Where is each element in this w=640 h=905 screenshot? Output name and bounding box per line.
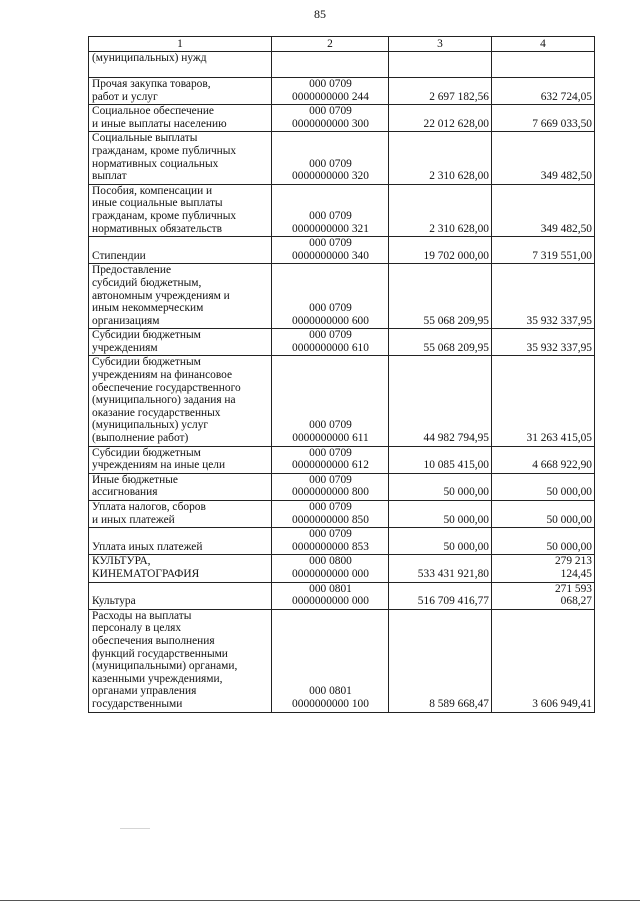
row-name: Прочая закупка товаров, работ и услуг	[89, 78, 272, 105]
row-name: Уплата налогов, сборов и иных платежей	[89, 501, 272, 528]
table-row	[89, 264, 595, 329]
table-row	[89, 473, 595, 500]
row-amount-1: 2 310 628,00	[389, 184, 492, 236]
row-amount-1: 19 702 000,00	[389, 237, 492, 264]
row-name: Расходы на выплаты персоналу в целях обеспечения выполнения функций государственными (муниципальными) органами, казенными учреждениями, органами управления государственными	[89, 609, 272, 712]
row-code: 000 0801 0000000000 000	[272, 582, 389, 609]
row-amount-2: 7 319 551,00	[492, 237, 595, 264]
row-amount-1: 44 982 794,95	[389, 356, 492, 446]
table-row	[89, 105, 595, 132]
row-code: 000 0709 0000000000 611	[272, 356, 389, 446]
row-amount-1: 533 431 921,80	[389, 555, 492, 582]
row-amount-2: 50 000,00	[492, 528, 595, 555]
row-name: Уплата иных платежей	[89, 528, 272, 555]
table-row	[89, 237, 595, 264]
row-name: Стипендии	[89, 237, 272, 264]
row-amount-2: 3 606 949,41	[492, 609, 595, 712]
column-header: 1	[89, 37, 272, 52]
row-code: 000 0800 0000000000 000	[272, 555, 389, 582]
row-amount-2: 279 213 124,45	[492, 555, 595, 582]
header-row	[89, 37, 595, 52]
row-name: Пособия, компенсации и иные социальные выплаты гражданам, кроме публичных нормативных обязательств	[89, 184, 272, 236]
row-name: КУЛЬТУРА, КИНЕМАТОГРАФИЯ	[89, 555, 272, 582]
row-code: 000 0709 0000000000 320	[272, 132, 389, 184]
row-amount-1: 55 068 209,95	[389, 264, 492, 329]
row-name: Субсидии бюджетным учреждениям	[89, 329, 272, 356]
scan-artifact-line	[0, 900, 640, 901]
table-row	[89, 132, 595, 184]
row-code: 000 0709 0000000000 321	[272, 184, 389, 236]
table-row	[89, 52, 595, 78]
column-header: 2	[272, 37, 389, 52]
row-amount-2: 7 669 033,50	[492, 105, 595, 132]
budget-table	[88, 36, 595, 713]
row-code: 000 0709 0000000000 610	[272, 329, 389, 356]
table-row	[89, 78, 595, 105]
row-name: Социальное обеспечение и иные выплаты населению	[89, 105, 272, 132]
row-code: 000 0709 0000000000 850	[272, 501, 389, 528]
row-amount-2: 4 668 922,90	[492, 446, 595, 473]
row-code: 000 0709 0000000000 340	[272, 237, 389, 264]
row-amount-1: 2 697 182,56	[389, 78, 492, 105]
row-amount-2: 35 932 337,95	[492, 264, 595, 329]
row-code: 000 0801 0000000000 100	[272, 609, 389, 712]
row-amount-1: 10 085 415,00	[389, 446, 492, 473]
row-amount-1: 516 709 416,77	[389, 582, 492, 609]
row-amount-2: 349 482,50	[492, 132, 595, 184]
row-amount-1: 50 000,00	[389, 528, 492, 555]
table-row	[89, 446, 595, 473]
table-row	[89, 555, 595, 582]
table-row	[89, 184, 595, 236]
scan-artifact-line	[120, 828, 150, 829]
table-row	[89, 528, 595, 555]
row-code: 000 0709 0000000000 612	[272, 446, 389, 473]
column-header: 4	[492, 37, 595, 52]
page-number: 85	[314, 7, 326, 21]
row-amount-1: 8 589 668,47	[389, 609, 492, 712]
row-amount-1: 50 000,00	[389, 473, 492, 500]
row-name: (муниципальных) нужд	[89, 52, 272, 78]
row-name: Субсидии бюджетным учреждениям на финансовое обеспечение государственного (муниципального) задания на оказание государственных (муниципальных) услуг (выполнение работ)	[89, 356, 272, 446]
row-amount-1: 22 012 628,00	[389, 105, 492, 132]
row-amount-2: 349 482,50	[492, 184, 595, 236]
row-name: Иные бюджетные ассигнования	[89, 473, 272, 500]
row-amount-2: 31 263 415,05	[492, 356, 595, 446]
row-amount-2: 50 000,00	[492, 473, 595, 500]
row-code: 000 0709 0000000000 853	[272, 528, 389, 555]
row-code: 000 0709 0000000000 300	[272, 105, 389, 132]
row-name: Субсидии бюджетным учреждениям на иные цели	[89, 446, 272, 473]
table-row	[89, 356, 595, 446]
row-amount-1: 2 310 628,00	[389, 132, 492, 184]
row-amount-2	[492, 52, 595, 78]
row-amount-2: 271 593 068,27	[492, 582, 595, 609]
row-amount-1	[389, 52, 492, 78]
row-name: Социальные выплаты гражданам, кроме публичных нормативных социальных выплат	[89, 132, 272, 184]
row-code: 000 0709 0000000000 244	[272, 78, 389, 105]
row-amount-2: 50 000,00	[492, 501, 595, 528]
row-amount-1: 55 068 209,95	[389, 329, 492, 356]
row-name: Предоставление субсидий бюджетным, автономным учреждениям и иным некоммерческим организациям	[89, 264, 272, 329]
row-amount-2: 632 724,05	[492, 78, 595, 105]
row-code	[272, 52, 389, 78]
row-code: 000 0709 0000000000 600	[272, 264, 389, 329]
row-amount-1: 50 000,00	[389, 501, 492, 528]
table-row	[89, 582, 595, 609]
row-amount-2: 35 932 337,95	[492, 329, 595, 356]
row-code: 000 0709 0000000000 800	[272, 473, 389, 500]
table-row	[89, 329, 595, 356]
table-row	[89, 501, 595, 528]
row-name: Культура	[89, 582, 272, 609]
table-row	[89, 609, 595, 712]
column-header: 3	[389, 37, 492, 52]
